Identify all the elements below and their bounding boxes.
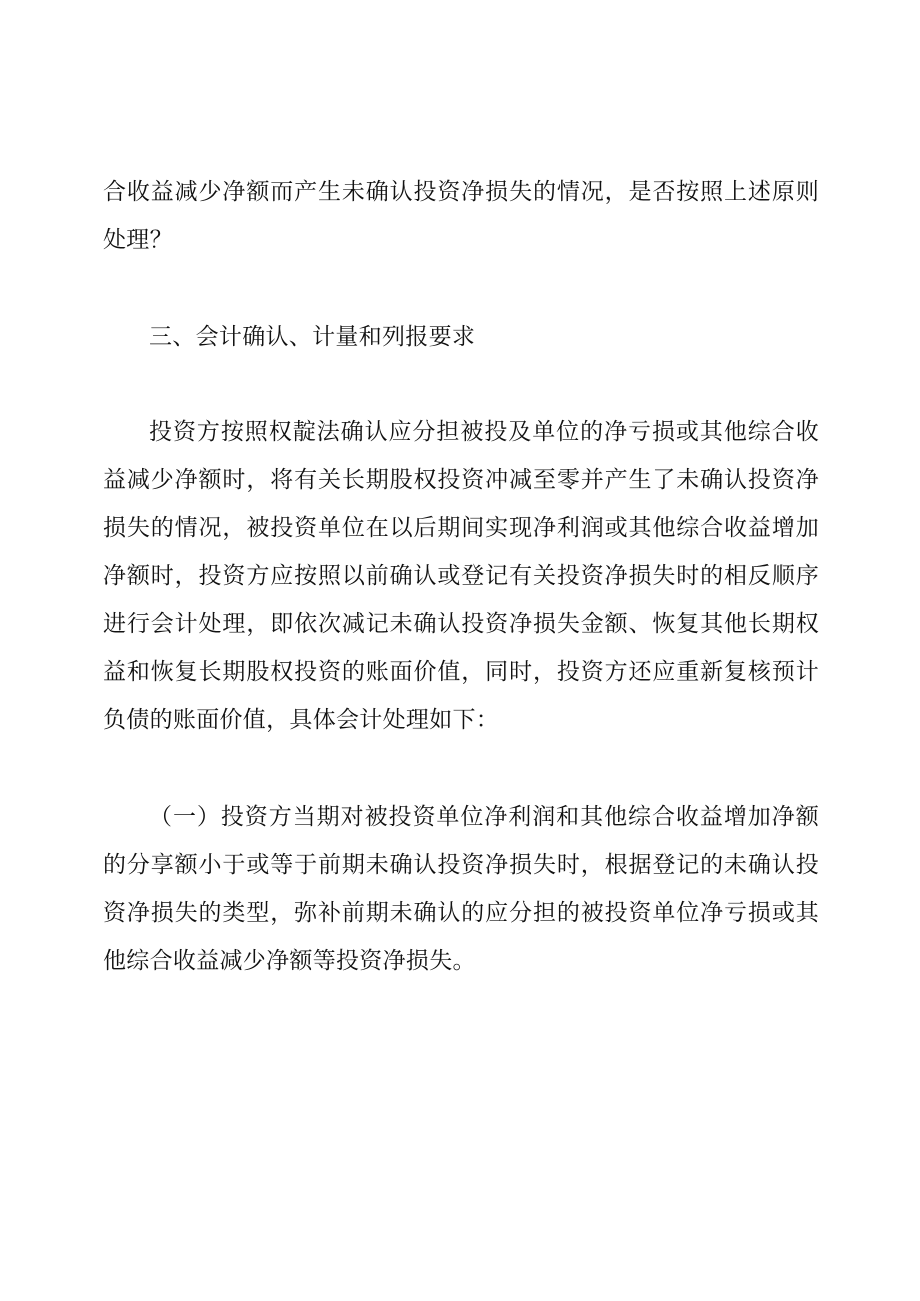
body-paragraph-1: 投资方按照权靛法确认应分担被投及单位的净亏损或其他综合收益减少净额时，将有关长期股权投资冲减至零并产生了未确认投资净损失的情况，被投资单位在以后期间实现净利润或其他综合收益增加净额时，投资方应按照以前确认或登记有关投资净损失时的相反顺序进行会计处理，即依次减记未确认投资净损失金额、恢复其他长期权益和恢复长期股权投资的账面价值，同时，投资方还应重新复核预计负债的账面价值，具体会计处理如下： bbox=[103, 419, 819, 733]
body-paragraph-2: （一）投资方当期对被投资单位净利润和其他综合收益增加净额的分享额小于或等于前期未确认投资净损失时，根据登记的未确认投资净损失的类型，弥补前期未确认的应分担的被投资单位净亏损或其他综合收益减少净额等投资净损失。 bbox=[103, 804, 819, 974]
continuation-paragraph: 合收益减少净额而产生未确认投资净损失的情况，是否按照上述原则处理？ bbox=[103, 179, 819, 253]
section-heading: 三、会计确认、计量和列报要求 bbox=[149, 324, 476, 350]
